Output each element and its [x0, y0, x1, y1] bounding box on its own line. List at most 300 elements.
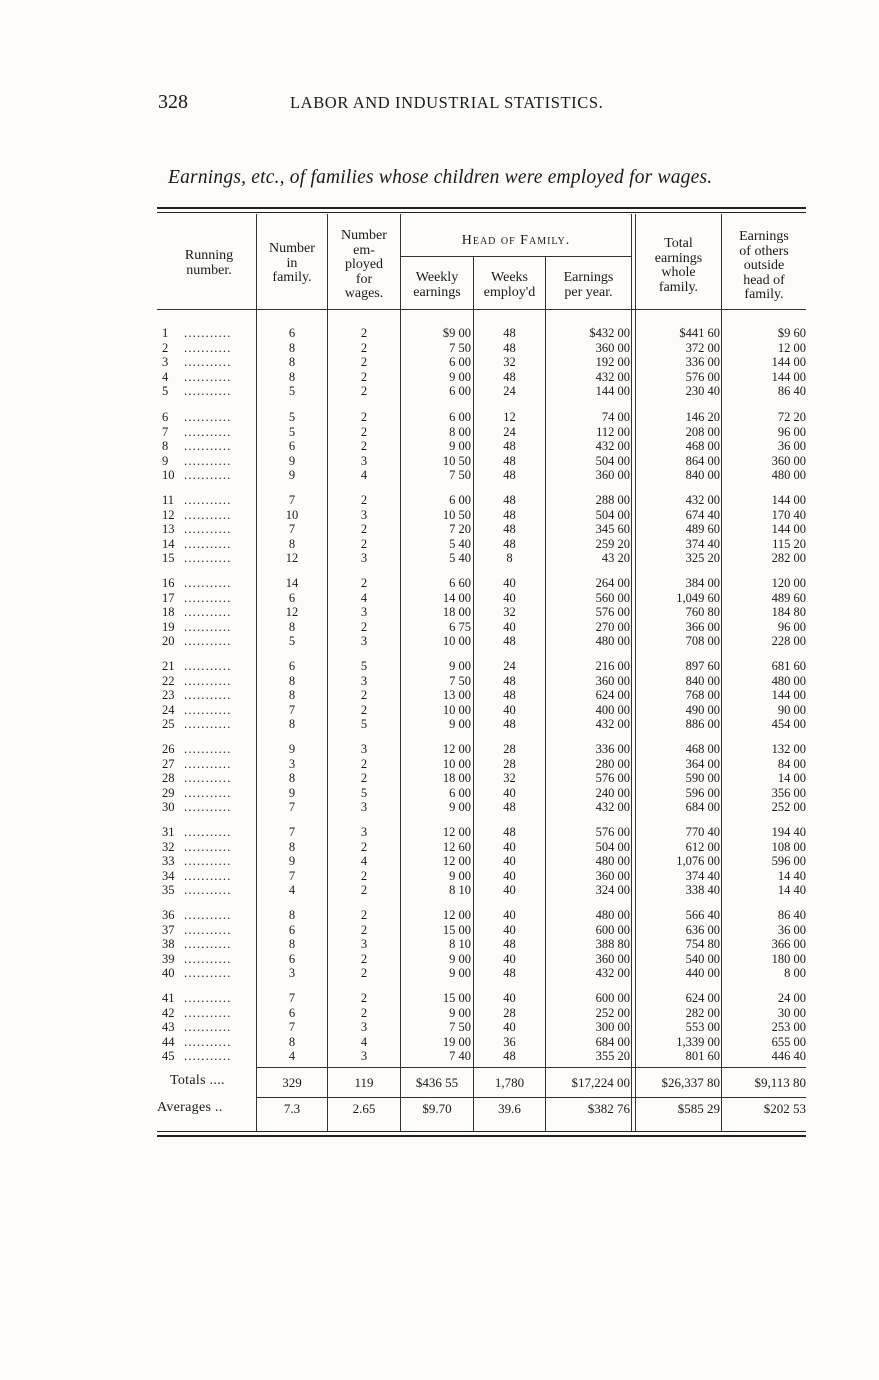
cell-weeks: 48: [503, 340, 516, 355]
header-earnings-of-others: Earnings of others outside head of family.: [739, 229, 789, 302]
cell-weekly: 18 00: [442, 771, 471, 785]
cell-weeks: 48: [503, 369, 516, 384]
running-number: 10: [162, 468, 175, 482]
cell-weeks: 40: [503, 908, 516, 922]
cell-fam: 7: [288, 868, 296, 883]
running-number: 28: [162, 771, 175, 785]
cell-year: 576 00: [595, 605, 630, 619]
cell-weekly: 9 00: [449, 1005, 471, 1020]
cell-year: 288 00: [595, 493, 630, 507]
cell-others: 12 00: [777, 340, 806, 355]
cell-weekly: 6 00: [449, 410, 471, 424]
cell-weekly: 6 00: [449, 355, 471, 369]
cell-total: 840 00: [685, 468, 720, 482]
cell-weeks: 40: [503, 991, 516, 1005]
cell-weekly: 8 10: [449, 937, 471, 951]
cell-year: 252 00: [595, 1005, 630, 1020]
cell-total: 146 20: [685, 410, 720, 424]
cell-weeks: 48: [503, 688, 516, 702]
cell-weeks: 36: [503, 1034, 516, 1049]
running-number: 41: [162, 991, 175, 1005]
cell-fam: 8: [288, 688, 296, 702]
cell-others: 489 60: [771, 590, 806, 605]
cell-weekly: 6 00: [449, 493, 471, 507]
cell-year: 600 00: [595, 922, 630, 937]
cell-emp: 2: [360, 369, 368, 384]
cell-emp: 3: [360, 1020, 368, 1034]
cell-weeks: 32: [503, 605, 516, 619]
cell-fam: 7: [288, 702, 296, 717]
cell-total: 489 60: [685, 522, 720, 536]
cell-fam: 9: [288, 854, 296, 868]
cell-year: 560 00: [595, 590, 630, 605]
running-number: 26: [162, 742, 175, 756]
totals-rule: [256, 1067, 806, 1068]
cell-year: 432 00: [595, 369, 630, 384]
cell-emp: 3: [360, 1049, 368, 1063]
cell-others: 360 00: [771, 453, 806, 468]
cell-others: 86 40: [777, 908, 806, 922]
totals-label: Totals ....: [170, 1073, 225, 1088]
cell-weekly: 7 50: [449, 340, 471, 355]
header-running-number: Running number.: [184, 248, 234, 278]
dot-leader: ...........: [184, 951, 232, 966]
dot-leader: ...........: [184, 908, 232, 922]
cell-weekly: 6 75: [449, 619, 471, 634]
cell-total: 490 00: [685, 702, 720, 717]
cell-fam: 14: [285, 576, 299, 590]
cell-total: 566 40: [685, 908, 720, 922]
cell-others: 596 00: [771, 854, 806, 868]
cell-total: 432 00: [685, 493, 720, 507]
cell-weekly: 13 00: [442, 688, 471, 702]
col-rule-double: [631, 214, 632, 1131]
cell-total: 372 00: [685, 340, 720, 355]
cell-emp: 3: [360, 507, 368, 522]
cell-emp: 2: [360, 908, 368, 922]
cell-weekly: 15 00: [442, 922, 471, 937]
cell-others: 30 00: [777, 1005, 806, 1020]
cell-weekly: 6 00: [449, 384, 471, 398]
cell-weekly: 12 00: [442, 908, 471, 922]
cell-fam: 8: [288, 355, 296, 369]
cell-emp: 2: [360, 756, 368, 771]
cell-year: 360 00: [595, 868, 630, 883]
cell-fam: 6: [288, 1005, 296, 1020]
cell-emp: 2: [360, 966, 368, 980]
cell-emp: 2: [360, 522, 368, 536]
cell-others: 252 00: [771, 800, 806, 814]
cell-weekly: 10 00: [442, 702, 471, 717]
cell-weekly: 14 00: [442, 590, 471, 605]
running-number: 25: [162, 717, 175, 731]
cell-others: 24 00: [777, 991, 806, 1005]
cell-weekly: 9 00: [449, 868, 471, 883]
running-number: 39: [162, 951, 175, 966]
cell-emp: 2: [360, 922, 368, 937]
cell-weeks: 40: [503, 619, 516, 634]
cell-others: 184 80: [771, 605, 806, 619]
header-number-employed: Number em- ployed for wages.: [341, 228, 387, 301]
cell-weekly: 5 40: [449, 551, 471, 565]
bottom-rule-thin: [157, 1131, 806, 1132]
cell-others: 356 00: [771, 785, 806, 800]
cell-total: 440 00: [685, 966, 720, 980]
cell-emp: 3: [360, 551, 368, 565]
cell-fam: 6: [288, 439, 296, 453]
cell-emp: 2: [360, 868, 368, 883]
cell-fam: 8: [288, 771, 296, 785]
cell-weeks: 32: [503, 355, 516, 369]
dot-leader: ...........: [184, 453, 232, 468]
cell-fam: 8: [288, 369, 296, 384]
dot-leader: ...........: [184, 1005, 232, 1020]
cell-weekly: 12 00: [442, 854, 471, 868]
cell-total: 770 40: [685, 825, 720, 839]
cell-total: 282 00: [685, 1005, 720, 1020]
cell-weekly: 18 00: [442, 605, 471, 619]
totals-total: $26,337 80: [661, 1075, 720, 1090]
cell-year: 324 00: [595, 883, 630, 897]
cell-year: 432 00: [595, 717, 630, 731]
cell-year: 400 00: [595, 702, 630, 717]
cell-emp: 2: [360, 493, 368, 507]
cell-fam: 7: [288, 800, 296, 814]
running-number: 42: [162, 1005, 175, 1020]
header-weekly-earnings: Weekly earnings: [413, 270, 461, 300]
cell-year: $432 00: [589, 326, 630, 340]
cell-year: 336 00: [595, 742, 630, 756]
cell-weekly: 8 00: [449, 424, 471, 439]
dot-leader: ...........: [184, 742, 232, 756]
running-number: 7: [162, 424, 169, 439]
cell-total: 590 00: [685, 771, 720, 785]
cell-others: 144 00: [771, 493, 806, 507]
cell-fam: 6: [288, 922, 296, 937]
cell-others: 194 40: [771, 825, 806, 839]
cell-weekly: 9 00: [449, 659, 471, 673]
dot-leader: ...........: [184, 369, 232, 384]
cell-weekly: 7 50: [449, 1020, 471, 1034]
cell-weeks: 40: [503, 1020, 516, 1034]
cell-fam: 8: [288, 340, 296, 355]
cell-emp: 4: [360, 1034, 368, 1049]
cell-weeks: 48: [503, 493, 516, 507]
cell-weeks: 40: [503, 576, 516, 590]
dot-leader: ...........: [184, 507, 232, 522]
cell-total: 576 00: [685, 369, 720, 384]
cell-fam: 5: [288, 410, 296, 424]
cell-weeks: 40: [503, 951, 516, 966]
cell-emp: 2: [360, 439, 368, 453]
cell-others: 14 40: [777, 883, 806, 897]
dot-leader: ...........: [184, 673, 232, 688]
cell-weeks: 40: [503, 785, 516, 800]
running-head: LABOR AND INDUSTRIAL STATISTICS.: [290, 93, 604, 112]
cell-weekly: 10 50: [442, 507, 471, 522]
cell-weekly: 7 40: [449, 1049, 471, 1063]
totals-weekly: $436 55: [415, 1075, 459, 1090]
running-number: 2: [162, 340, 169, 355]
cell-weekly: 9 00: [449, 966, 471, 980]
cell-total: 886 00: [685, 717, 720, 731]
cell-others: 144 00: [771, 369, 806, 384]
cell-others: 480 00: [771, 468, 806, 482]
running-number: 45: [162, 1049, 175, 1063]
dot-leader: ...........: [184, 634, 232, 648]
cell-emp: 2: [360, 1005, 368, 1020]
cell-emp: 2: [360, 576, 368, 590]
col-rule: [400, 214, 401, 1131]
cell-others: 14 00: [777, 771, 806, 785]
averages-family: 7.3: [283, 1101, 301, 1116]
cell-fam: 6: [288, 659, 296, 673]
cell-emp: 2: [360, 839, 368, 854]
cell-weekly: $9 00: [442, 326, 471, 340]
running-number: 24: [162, 702, 175, 717]
cell-year: 432 00: [595, 800, 630, 814]
cell-year: 300 00: [595, 1020, 630, 1034]
cell-total: 1,076 00: [676, 854, 720, 868]
cell-fam: 12: [285, 605, 299, 619]
cell-emp: 2: [360, 619, 368, 634]
cell-fam: 8: [288, 717, 296, 731]
cell-weeks: 32: [503, 771, 516, 785]
cell-others: 36 00: [777, 922, 806, 937]
dot-leader: ...........: [184, 966, 232, 980]
cell-others: 36 00: [777, 439, 806, 453]
col-rule: [545, 256, 546, 1131]
cell-weekly: 19 00: [442, 1034, 471, 1049]
running-number: 34: [162, 868, 175, 883]
cell-fam: 3: [288, 966, 296, 980]
cell-emp: 3: [360, 937, 368, 951]
running-number: 37: [162, 922, 175, 937]
cell-weeks: 48: [503, 717, 516, 731]
cell-total: 338 40: [685, 883, 720, 897]
cell-others: 253 00: [771, 1020, 806, 1034]
col-rule: [721, 214, 722, 1131]
dot-leader: ...........: [184, 468, 232, 482]
averages-others: $202 53: [763, 1101, 806, 1116]
cell-emp: 2: [360, 951, 368, 966]
running-number: 31: [162, 825, 175, 839]
cell-year: 264 00: [595, 576, 630, 590]
cell-total: 468 00: [685, 439, 720, 453]
cell-emp: 2: [360, 340, 368, 355]
cell-fam: 8: [288, 536, 296, 551]
cell-year: 355 20: [595, 1049, 630, 1063]
header-head-of-family: Head of Family.: [461, 233, 571, 248]
cell-total: 801 60: [685, 1049, 720, 1063]
cell-weeks: 48: [503, 1049, 516, 1063]
cell-weeks: 28: [503, 742, 516, 756]
cell-weeks: 40: [503, 590, 516, 605]
totals-weeks: 1,780: [494, 1075, 525, 1090]
averages-label: Averages ..: [157, 1100, 223, 1115]
cell-fam: 4: [288, 1049, 296, 1063]
dot-leader: ...........: [184, 340, 232, 355]
cell-others: $9 60: [777, 326, 806, 340]
cell-total: 364 00: [685, 756, 720, 771]
cell-weekly: 12 00: [442, 825, 471, 839]
cell-year: 259 20: [595, 536, 630, 551]
averages-total: $585 29: [677, 1101, 720, 1116]
cell-weeks: 12: [503, 410, 516, 424]
cell-emp: 2: [360, 355, 368, 369]
dot-leader: ...........: [184, 883, 232, 897]
cell-year: 216 00: [595, 659, 630, 673]
dot-leader: ...........: [184, 536, 232, 551]
dot-leader: ...........: [184, 576, 232, 590]
cell-year: 43 20: [601, 551, 630, 565]
averages-weekly: $9.70: [422, 1101, 452, 1116]
dot-leader: ...........: [184, 688, 232, 702]
table-caption: Earnings, etc., of families whose children were employed for wages.: [168, 167, 713, 188]
col-rule-double: [635, 214, 636, 1131]
cell-fam: 4: [288, 883, 296, 897]
cell-weekly: 9 00: [449, 439, 471, 453]
running-number: 40: [162, 966, 175, 980]
dot-leader: ...........: [184, 702, 232, 717]
cell-fam: 7: [288, 1020, 296, 1034]
cell-others: 480 00: [771, 673, 806, 688]
cell-year: 600 00: [595, 991, 630, 1005]
cell-fam: 6: [288, 326, 296, 340]
cell-emp: 2: [360, 688, 368, 702]
cell-total: 596 00: [685, 785, 720, 800]
cell-total: 636 00: [685, 922, 720, 937]
running-number: 12: [162, 507, 175, 522]
cell-others: 108 00: [771, 839, 806, 854]
cell-fam: 7: [288, 493, 296, 507]
running-number: 38: [162, 937, 175, 951]
cell-year: 360 00: [595, 340, 630, 355]
cell-year: 624 00: [595, 688, 630, 702]
cell-others: 454 00: [771, 717, 806, 731]
dot-leader: ...........: [184, 384, 232, 398]
dot-leader: ...........: [184, 659, 232, 673]
header-number-in-family: Number in family.: [269, 241, 315, 285]
running-number: 23: [162, 688, 175, 702]
cell-emp: 3: [360, 673, 368, 688]
running-number: 33: [162, 854, 175, 868]
cell-emp: 3: [360, 742, 368, 756]
totals-year: $17,224 00: [571, 1075, 630, 1090]
running-number: 21: [162, 659, 175, 673]
cell-weeks: 48: [503, 326, 516, 340]
cell-year: 504 00: [595, 453, 630, 468]
cell-total: 674 40: [685, 507, 720, 522]
cell-fam: 6: [288, 951, 296, 966]
running-number: 43: [162, 1020, 175, 1034]
dot-leader: ...........: [184, 1020, 232, 1034]
dot-leader: ...........: [184, 605, 232, 619]
dot-leader: ...........: [184, 551, 232, 565]
cell-year: 480 00: [595, 908, 630, 922]
cell-year: 432 00: [595, 966, 630, 980]
dot-leader: ...........: [184, 854, 232, 868]
running-number: 6: [162, 410, 169, 424]
dot-leader: ...........: [184, 785, 232, 800]
page-number: 328: [158, 91, 188, 113]
cell-others: 96 00: [777, 619, 806, 634]
running-number: 8: [162, 439, 169, 453]
running-number: 3: [162, 355, 169, 369]
cell-fam: 7: [288, 825, 296, 839]
dot-leader: ...........: [184, 439, 232, 453]
dot-leader: ...........: [184, 756, 232, 771]
cell-year: 480 00: [595, 854, 630, 868]
running-number: 5: [162, 384, 169, 398]
cell-fam: 9: [288, 468, 296, 482]
top-rule-thin: [157, 212, 806, 213]
averages-rule: [256, 1097, 806, 1098]
cell-weekly: 5 40: [449, 536, 471, 551]
cell-others: 681 60: [771, 659, 806, 673]
cell-weekly: 6 60: [449, 576, 471, 590]
dot-leader: ...........: [184, 1049, 232, 1063]
head-group-rule: [401, 256, 631, 257]
header-earnings-per-year: Earnings per year.: [563, 270, 614, 300]
dot-leader: ...........: [184, 326, 232, 340]
cell-weeks: 48: [503, 522, 516, 536]
running-number: 16: [162, 576, 175, 590]
cell-year: 144 00: [595, 384, 630, 398]
cell-emp: 2: [360, 424, 368, 439]
running-number: 9: [162, 453, 169, 468]
cell-weeks: 48: [503, 634, 516, 648]
running-number: 29: [162, 785, 175, 800]
cell-weeks: 48: [503, 966, 516, 980]
cell-total: 624 00: [685, 991, 720, 1005]
running-number: 4: [162, 369, 169, 384]
cell-fam: 5: [288, 424, 296, 439]
dot-leader: ...........: [184, 493, 232, 507]
cell-emp: 2: [360, 536, 368, 551]
cell-total: 708 00: [685, 634, 720, 648]
cell-fam: 9: [288, 785, 296, 800]
cell-emp: 2: [360, 991, 368, 1005]
cell-emp: 4: [360, 468, 368, 482]
cell-weekly: 6 00: [449, 785, 471, 800]
running-number: 35: [162, 883, 175, 897]
running-number: 22: [162, 673, 175, 688]
cell-total: 754 80: [685, 937, 720, 951]
totals-employed: 119: [354, 1075, 374, 1090]
cell-fam: 6: [288, 590, 296, 605]
cell-emp: 3: [360, 453, 368, 468]
cell-total: 1,339 00: [676, 1034, 720, 1049]
cell-weeks: 48: [503, 825, 516, 839]
cell-fam: 9: [288, 453, 296, 468]
cell-weeks: 40: [503, 922, 516, 937]
cell-others: 120 00: [771, 576, 806, 590]
cell-total: 230 40: [685, 384, 720, 398]
cell-emp: 5: [360, 659, 368, 673]
cell-weekly: 9 00: [449, 951, 471, 966]
cell-fam: 5: [288, 634, 296, 648]
cell-others: 72 20: [777, 410, 806, 424]
cell-emp: 2: [360, 326, 368, 340]
cell-fam: 10: [285, 507, 299, 522]
totals-others: $9,113 80: [754, 1075, 806, 1090]
cell-weeks: 24: [503, 384, 516, 398]
cell-emp: 2: [360, 702, 368, 717]
cell-emp: 2: [360, 883, 368, 897]
cell-year: 388 80: [595, 937, 630, 951]
cell-weekly: 15 00: [442, 991, 471, 1005]
